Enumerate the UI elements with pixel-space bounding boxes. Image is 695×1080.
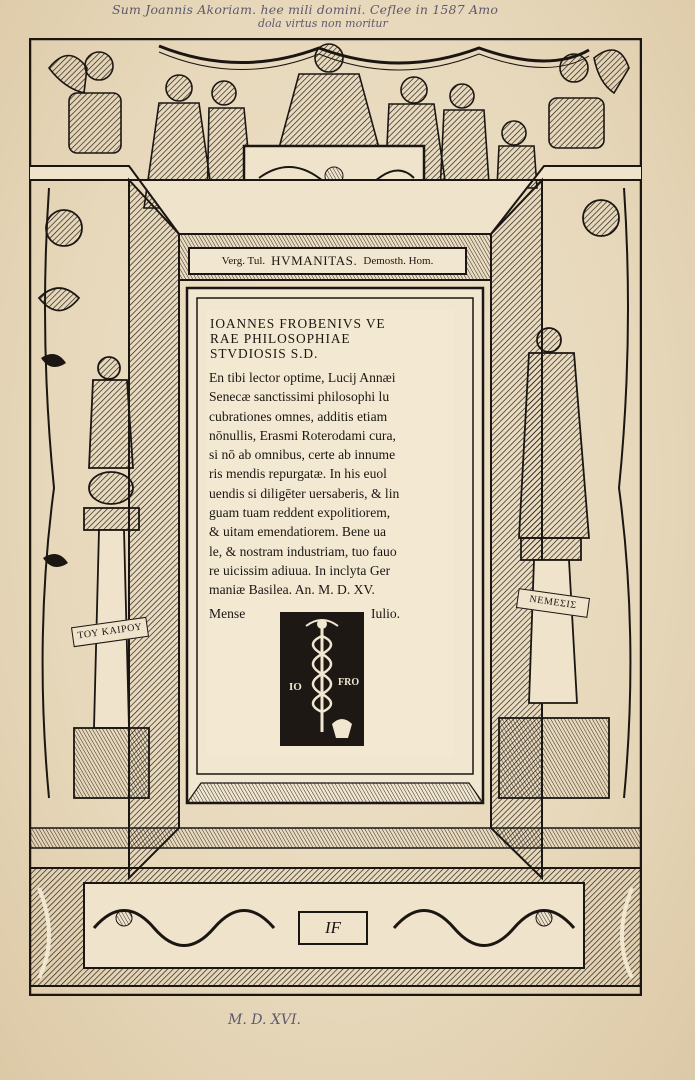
dedication-heading — [210, 316, 455, 361]
manuscript-date: M. D. XVI. — [228, 1012, 301, 1028]
inscription-right: Demosth. Hom. — [363, 255, 434, 267]
body-line: re uicissim adiuua. In inclyta Ger — [209, 562, 391, 578]
body-line: nōnullis, Erasmi Roterodami cura, — [209, 427, 396, 443]
body-line: si nō ab omnibus, certe ab innume — [209, 447, 396, 463]
manuscript-note-top: Sum Joannis Akoriam. hee mili domini. Ceflee in 1587 Amo — [112, 2, 499, 17]
inscription-center: HVMANITAS. — [271, 253, 358, 268]
body-line: maniæ Basilea. An. M. D. XV. — [209, 582, 375, 598]
heading-line: RAE PHILOSOPHIAE — [210, 331, 351, 346]
body-line: & uitam emendatiorem. Bene ua — [209, 524, 387, 540]
preface-text — [209, 368, 459, 600]
body-line: ris mendis repurgatæ. In his euol — [209, 466, 387, 482]
body-line: En tibi lector optime, Lucij Annæi — [209, 370, 396, 385]
device-letters-io: IO — [289, 681, 302, 693]
monogram-cartouche: IF — [298, 911, 368, 945]
closing-mense: Mense — [209, 606, 246, 621]
device-letters-fro: FRO — [338, 677, 360, 688]
body-line: uendis si diligēter uersaberis, & lin — [209, 485, 400, 501]
kairos-tablet: ΤΟΥ ΚΑΙΡΟΥ — [71, 617, 149, 647]
heading-line: STVDIOSIS S.D. — [210, 346, 319, 361]
manuscript-motto: dola virtus non moritur — [258, 17, 388, 30]
inscription-left: Verg. Tul. — [221, 255, 266, 267]
closing-iulio: Iulio. — [371, 606, 401, 621]
body-line: cubrationes omnes, additis etiam — [209, 408, 388, 424]
humanitas-inscription — [188, 247, 467, 275]
body-line: guam tuam reddent expolitiorem, — [209, 505, 391, 521]
body-line: Senecæ sanctissimi philosophi lu — [209, 389, 390, 405]
body-line: le, & nostram industriam, tuo fauo — [209, 543, 397, 559]
nemesis-tablet: ΝΕΜΕΣΙΣ — [516, 588, 590, 618]
heading-line: IOANNES FROBENIVS VE — [210, 316, 386, 331]
